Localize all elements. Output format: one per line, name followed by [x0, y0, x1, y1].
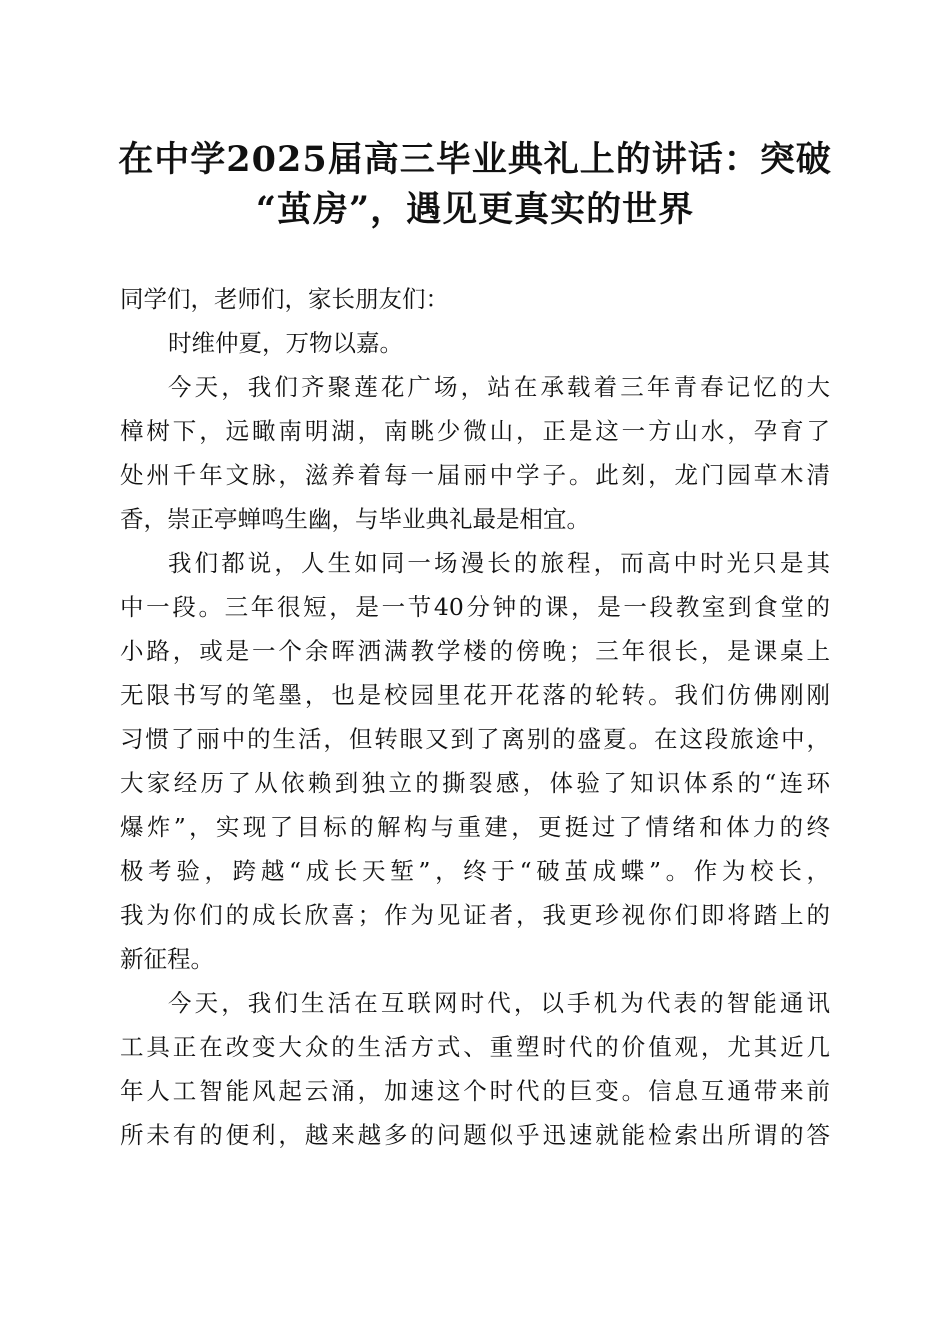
text-line: 无限书写的笔墨，也是校园里花开花落的轮转。我们仿佛刚刚	[120, 681, 830, 709]
text-line: 所未有的便利，越来越多的问题似乎迅速就能检索出所谓的答	[120, 1121, 830, 1149]
text-line: 爆炸”，实现了目标的解构与重建，更挺过了情绪和体力的终	[120, 813, 830, 841]
text-line: 时维仲夏，万物以嘉。	[168, 329, 403, 357]
text-line: 小路，或是一个余晖洒满教学楼的傍晚；三年很长，是课桌上	[120, 637, 830, 665]
text-line: 同学们，老师们，家长朋友们：	[120, 285, 449, 313]
text-line: 香，崇正亭蝉鸣生幽，与毕业典礼最是相宜。	[120, 505, 590, 533]
text-line: 今天，我们齐聚莲花广场，站在承载着三年青春记忆的大	[168, 373, 830, 401]
text-line: 我为你们的成长欣喜；作为见证者，我更珍视你们即将踏上的	[120, 901, 830, 929]
text-line: 处州千年文脉，滋养着每一届丽中学子。此刻，龙门园草木清	[120, 461, 830, 489]
document-body	[120, 277, 830, 1157]
text-line: 极考验，跨越“成长天堑”，终于“破茧成蝶”。作为校长，	[120, 857, 830, 885]
text-line: 工具正在改变大众的生活方式、重塑时代的价值观，尤其近几	[120, 1033, 830, 1061]
text-line: 年人工智能风起云涌，加速这个时代的巨变。信息互通带来前	[120, 1077, 830, 1105]
title-line-1: 在中学2025届高三毕业典礼上的讲话：突破	[118, 139, 832, 180]
document-title	[110, 135, 840, 235]
text-line: 新征程。	[120, 945, 214, 973]
text-line: 大家经历了从依赖到独立的撕裂感，体验了知识体系的“连环	[120, 769, 830, 797]
text-line: 中一段。三年很短，是一节40分钟的课，是一段教室到食堂的	[120, 593, 830, 621]
text-line: 我们都说，人生如同一场漫长的旅程，而高中时光只是其	[168, 549, 830, 577]
title-line-2: “茧房”，遇见更真实的世界	[255, 189, 695, 230]
text-line: 今天，我们生活在互联网时代，以手机为代表的智能通讯	[168, 989, 830, 1017]
text-line: 习惯了丽中的生活，但转眼又到了离别的盛夏。在这段旅途中，	[120, 725, 830, 753]
text-line: 樟树下，远瞰南明湖，南眺少微山，正是这一方山水，孕育了	[120, 417, 830, 445]
